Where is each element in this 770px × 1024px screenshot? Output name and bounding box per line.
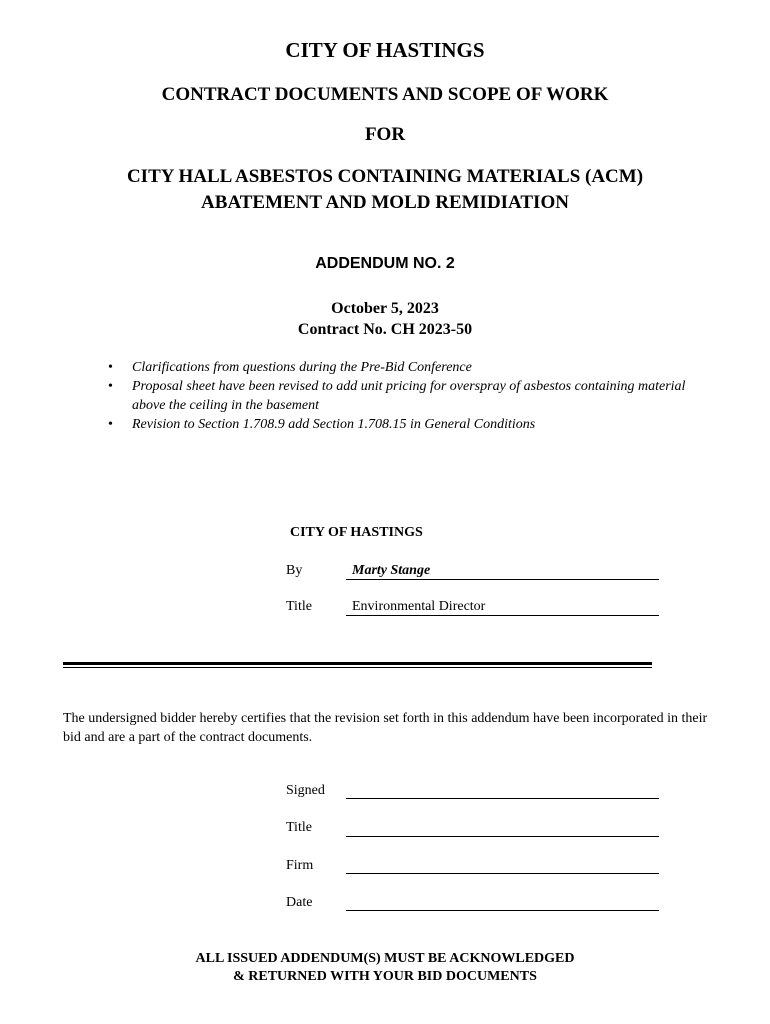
- bullet-icon: •: [108, 379, 113, 394]
- official-title-line: [346, 615, 659, 616]
- section-divider-thick: [63, 662, 652, 665]
- section-divider-thin: [63, 667, 652, 668]
- for-heading: FOR: [364, 124, 406, 145]
- bullet-icon: •: [108, 417, 113, 432]
- footer-notice-line1: ALL ISSUED ADDENDUM(S) MUST BE ACKNOWLEDGED: [195, 951, 575, 966]
- date-label: Date: [286, 895, 313, 910]
- project-title-line1: CITY HALL ASBESTOS CONTAINING MATERIALS (ACM): [126, 166, 644, 187]
- list-item: [108, 377, 708, 415]
- firm-line[interactable]: [346, 873, 659, 874]
- by-signature-value: Marty Stange: [352, 563, 431, 578]
- certification-statement: The undersigned bidder hereby certifies that the revision set forth in this addendum have been incorporated in their bid and are a part of the contract documents.: [63, 711, 708, 745]
- date-line[interactable]: [346, 910, 659, 911]
- signed-line[interactable]: [346, 798, 659, 799]
- signed-label: Signed: [286, 783, 325, 798]
- list-item-text: Proposal sheet have been revised to add unit pricing for overspray of asbestos containing material above the ceiling in the basement: [132, 379, 686, 413]
- addendum-number: ADDENDUM NO. 2: [315, 255, 455, 272]
- official-title-label: Title: [286, 599, 312, 614]
- city-heading: CITY OF HASTINGS: [285, 38, 485, 62]
- by-signature-line: [346, 579, 659, 580]
- by-label: By: [286, 563, 303, 578]
- doc-type-heading: CONTRACT DOCUMENTS AND SCOPE OF WORK: [161, 84, 609, 105]
- project-title-line2: ABATEMENT AND MOLD REMIDIATION: [201, 192, 569, 213]
- firm-label: Firm: [286, 858, 314, 873]
- bullet-icon: •: [108, 360, 113, 375]
- contract-number: Contract No. CH 2023-50: [297, 321, 473, 338]
- signature-org: CITY OF HASTINGS: [290, 525, 423, 540]
- list-item-text: Revision to Section 1.708.9 add Section 1.708.15 in General Conditions: [132, 417, 536, 432]
- footer-notice-line2: & RETURNED WITH YOUR BID DOCUMENTS: [233, 969, 537, 984]
- bidder-title-line[interactable]: [346, 836, 659, 837]
- list-item: [108, 415, 708, 434]
- bidder-title-label: Title: [286, 820, 312, 835]
- official-title-value: Environmental Director: [352, 599, 486, 614]
- change-list: [108, 358, 708, 434]
- list-item: [108, 358, 708, 377]
- list-item-text: Clarifications from questions during the Pre-Bid Conference: [132, 360, 472, 375]
- addendum-date: October 5, 2023: [331, 300, 439, 317]
